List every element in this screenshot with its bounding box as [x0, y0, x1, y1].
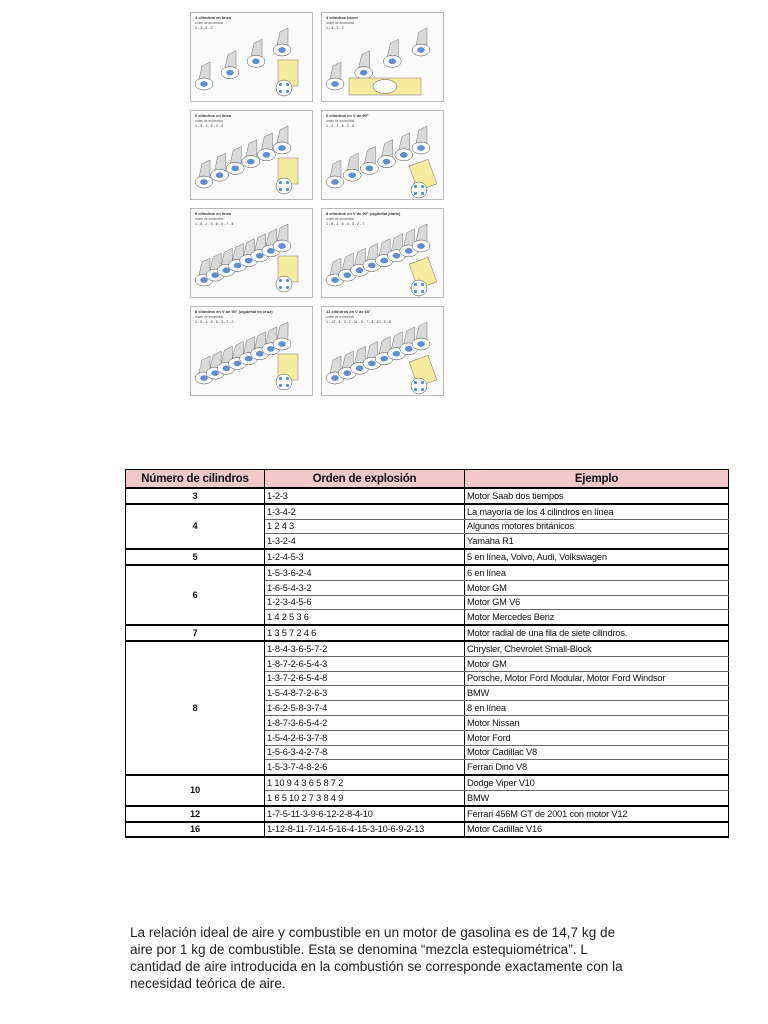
- engine-diagram-panel: [191, 209, 313, 298]
- firing-order-cell: 1-7-5-11-3-9-6-12-2-8-4-10: [265, 806, 465, 822]
- example-cell: BMW: [465, 686, 729, 701]
- table-row: [126, 806, 729, 822]
- piston-shape: [417, 341, 424, 346]
- table-row: [126, 775, 729, 790]
- crank-pin-shape: [414, 381, 417, 384]
- cylinder-count-cell: 10: [126, 775, 265, 806]
- example-cell: BMW: [465, 790, 729, 805]
- piston-shape: [278, 243, 285, 248]
- header-example: Ejemplo: [465, 470, 729, 489]
- example-cell: Motor Mercedes Benz: [465, 610, 729, 625]
- piston-shape: [368, 361, 375, 366]
- piston-shape: [381, 356, 388, 361]
- example-cell: Motor Saab dos tiempos: [465, 488, 729, 504]
- crank-pin-shape: [414, 283, 417, 286]
- firing-order-cell: 1-2-3-4-5-6: [265, 595, 465, 610]
- crank-pin-shape: [286, 181, 289, 184]
- example-cell: Motor Ford: [465, 730, 729, 745]
- firing-order-cell: 1 2 4 3: [265, 519, 465, 534]
- cylinder-count-cell: 4: [126, 504, 265, 549]
- cylinder-count-cell: 5: [126, 549, 265, 565]
- crank-pin-shape: [414, 192, 417, 195]
- crank-pin-shape: [279, 181, 282, 184]
- crank-pin-shape: [421, 185, 424, 188]
- engine-diagram-panel: [322, 111, 444, 200]
- crank-circle-shape: [276, 80, 292, 96]
- firing-order-figure: [190, 12, 444, 397]
- panel-title: 4 cilindros en línea: [195, 15, 232, 20]
- firing-order-diagram-grid: [190, 12, 444, 397]
- panel-firing-order: 1 - 3 - 4 - 2: [195, 26, 213, 30]
- firing-order-cell: 1-3-2-4: [265, 534, 465, 549]
- example-cell: Motor GM: [465, 656, 729, 671]
- crank-pin-shape: [421, 283, 424, 286]
- crank-pin-shape: [279, 83, 282, 86]
- cylinder-count-cell: 8: [126, 641, 265, 775]
- piston-shape: [245, 356, 252, 361]
- piston-shape: [278, 145, 285, 150]
- crank-pin-shape: [279, 384, 282, 387]
- panel-firing-order: 1 - 4 - 3 - 6 - 2 - 5: [326, 124, 354, 128]
- firing-order-cell: 1-6-2-5-8-3-7-4: [265, 701, 465, 716]
- piston-shape: [383, 159, 390, 164]
- firing-order-cell: 1 3 5 7 2 4 6: [265, 625, 465, 641]
- firing-order-cell: 1-8-4-3-6-5-7-2: [265, 641, 465, 656]
- cylinder-count-cell: 12: [126, 806, 265, 822]
- crank-pin-shape: [279, 90, 282, 93]
- piston-shape: [349, 173, 356, 178]
- crank-pin-shape: [421, 381, 424, 384]
- cylinder-count-cell: 7: [126, 625, 265, 641]
- crank-pin-shape: [286, 286, 289, 289]
- panel-subtitle: orden de encendido: [195, 119, 224, 123]
- example-cell: 6 en línea: [465, 565, 729, 580]
- piston-shape: [200, 81, 207, 86]
- piston-shape: [393, 351, 400, 356]
- firing-order-cell: 1-5-3-6-2-4: [265, 565, 465, 580]
- piston-shape: [331, 179, 338, 184]
- piston-shape: [360, 70, 367, 75]
- panel-firing-order: 1 - 6 - 2 - 5 - 8 - 3 - 7 - 4: [195, 222, 234, 226]
- piston-shape: [223, 366, 230, 371]
- firing-order-cell: 1-2-3: [265, 488, 465, 504]
- example-cell: Dodge Viper V10: [465, 775, 729, 790]
- firing-order-cell: 1-2-4-5-3: [265, 549, 465, 565]
- example-cell: Motor Cadillac V16: [465, 822, 729, 838]
- panel-firing-order: 1 - 4 - 3 - 2: [326, 26, 344, 30]
- panel-title: 6 cilindros en línea: [195, 113, 232, 118]
- piston-shape: [405, 346, 412, 351]
- crank-circle-shape: [373, 80, 397, 94]
- piston-shape: [234, 361, 241, 366]
- crank-pin-shape: [286, 90, 289, 93]
- crank-pin-shape: [286, 279, 289, 282]
- panel-subtitle: orden de encendido: [195, 217, 224, 221]
- table-row: [126, 822, 729, 838]
- firing-order-table: [125, 469, 729, 838]
- crank-pin-shape: [414, 185, 417, 188]
- piston-shape: [212, 371, 219, 376]
- piston-shape: [247, 159, 254, 164]
- panel-title: 8 cilindros en línea: [195, 211, 232, 216]
- piston-shape: [200, 179, 207, 184]
- example-cell: Porsche, Motor Ford Modular, Motor Ford Windsor: [465, 671, 729, 686]
- panel-subtitle: orden de encendido: [195, 21, 224, 25]
- firing-order-cell: 1-8-7-2-6-5-4-3: [265, 656, 465, 671]
- table-row: [126, 625, 729, 641]
- piston-shape: [278, 47, 285, 52]
- crank-circle-shape: [411, 182, 427, 198]
- piston-shape: [232, 166, 239, 171]
- piston-shape: [381, 258, 388, 263]
- piston-shape: [245, 258, 252, 263]
- piston-shape: [405, 248, 412, 253]
- panel-subtitle: orden de encendido: [195, 315, 224, 319]
- piston-shape: [368, 263, 375, 268]
- firing-order-cell: 1 6 5 10 2 7 3 8 4 9: [265, 790, 465, 805]
- example-cell: Motor radial de una fila de siete cilindros.: [465, 625, 729, 641]
- piston-shape: [267, 346, 274, 351]
- example-cell: Motor Cadillac V8: [465, 745, 729, 760]
- table-row: [126, 549, 729, 565]
- panel-title: 12 cilindros en V de 60°: [326, 309, 371, 314]
- engine-diagram-panel: [191, 307, 313, 396]
- crank-pin-shape: [414, 388, 417, 391]
- crank-pin-shape: [286, 188, 289, 191]
- firing-order-cell: 1-3-4-2: [265, 504, 465, 519]
- piston-shape: [278, 341, 285, 346]
- header-firing-order: Orden de explosión: [265, 470, 465, 489]
- piston-shape: [212, 273, 219, 278]
- example-cell: 5 en línea, Volvo, Audi, Volkswagen: [465, 549, 729, 565]
- piston-shape: [263, 152, 270, 157]
- crank-circle-shape: [276, 374, 292, 390]
- piston-shape: [417, 243, 424, 248]
- panel-firing-order: 1 - 5 - 4 - 8 - 6 - 3 - 7 - 2: [195, 320, 234, 324]
- engine-diagram-panel: [322, 307, 444, 396]
- firing-order-cell: 1 10 9 4 3 6 5 8 7 2: [265, 775, 465, 790]
- crank-pin-shape: [279, 286, 282, 289]
- engine-diagram-panel: [322, 209, 444, 298]
- crank-circle-shape: [276, 178, 292, 194]
- piston-shape: [256, 253, 263, 258]
- panel-firing-order: 1 - 12 - 4 - 9 - 2 - 11 - 6 - 7 - 3 - 10 - 5 - 8: [326, 320, 391, 324]
- panel-title: 8 cilindros en V de 90° (cigüeñal en cruz): [195, 309, 273, 314]
- piston-shape: [252, 59, 259, 64]
- piston-shape: [267, 248, 274, 253]
- cylinder-count-cell: 16: [126, 822, 265, 838]
- crank-pin-shape: [279, 279, 282, 282]
- piston-shape: [344, 371, 351, 376]
- engine-diagram-panel: [191, 13, 313, 102]
- crank-pin-shape: [421, 388, 424, 391]
- firing-order-cell: 1 4 2 5 3 6: [265, 610, 465, 625]
- piston-shape: [331, 81, 338, 86]
- piston-shape: [200, 277, 207, 282]
- panel-subtitle: orden de encendido: [326, 21, 355, 25]
- panel-firing-order: 1 - 8 - 3 - 6 - 4 - 5 - 2 - 7: [326, 222, 365, 226]
- piston-shape: [234, 263, 241, 268]
- crank-pin-shape: [421, 290, 424, 293]
- panel-title: 6 cilindros en V de 90°: [326, 113, 369, 118]
- piston-shape: [223, 268, 230, 273]
- firing-order-table-container: [125, 469, 728, 838]
- body-paragraph: La relación ideal de aire y combustible en un motor de gasolina es de 14,7 kg de aire por 1 kg de combustible. Esta se denomina “mezcla estequiométrica”. L cantidad de aire introducida en la combustión se corresponde exactamente con la necesidad teórica de aire.: [130, 924, 623, 991]
- piston-shape: [331, 277, 338, 282]
- header-cylinders: Número de cilindros: [126, 470, 265, 489]
- piston-shape: [400, 152, 407, 157]
- engine-diagram-panel: [191, 111, 313, 200]
- example-cell: Ferrari Dino V8: [465, 760, 729, 775]
- firing-order-cell: 1-3-7-2-6-5-4-8: [265, 671, 465, 686]
- crank-pin-shape: [286, 377, 289, 380]
- piston-shape: [393, 253, 400, 258]
- table-row: [126, 504, 729, 519]
- piston-shape: [356, 366, 363, 371]
- panel-firing-order: 1 - 5 - 3 - 6 - 2 - 4: [195, 124, 223, 128]
- firing-order-cell: 1-12-8-11-7-14-5-16-4-15-3-10-6-9-2-13: [265, 822, 465, 838]
- firing-order-cell: 1-8-7-3-6-5-4-2: [265, 715, 465, 730]
- firing-order-cell: 1-6-5-4-3-2: [265, 580, 465, 595]
- crank-circle-shape: [411, 280, 427, 296]
- panel-title: 8 cilindros en V de 90° (cigüeñal plano): [326, 211, 401, 216]
- crank-pin-shape: [286, 384, 289, 387]
- cylinder-count-cell: 6: [126, 565, 265, 625]
- panel-title: 4 cilindros bóxer: [326, 15, 359, 20]
- panel-subtitle: orden de encendido: [326, 217, 355, 221]
- panel-subtitle: orden de encendido: [326, 315, 355, 319]
- table-body: [126, 488, 729, 837]
- piston-shape: [344, 273, 351, 278]
- example-cell: Yamaha R1: [465, 534, 729, 549]
- piston-shape: [226, 70, 233, 75]
- panel-subtitle: orden de encendido: [326, 119, 355, 123]
- piston-shape: [331, 375, 338, 380]
- example-cell: Ferrari 456M GT de 2001 con motor V12: [465, 806, 729, 822]
- piston-shape: [356, 268, 363, 273]
- crank-pin-shape: [286, 83, 289, 86]
- crank-pin-shape: [414, 290, 417, 293]
- example-cell: Motor GM: [465, 580, 729, 595]
- crank-pin-shape: [279, 188, 282, 191]
- example-cell: Motor Nissan: [465, 715, 729, 730]
- table-row: [126, 641, 729, 656]
- crank-circle-shape: [276, 276, 292, 292]
- example-cell: Chrysler, Chevrolet Small-Block: [465, 641, 729, 656]
- firing-order-cell: 1-5-4-2-6-3-7-8: [265, 730, 465, 745]
- example-cell: La mayoría de los 4 cilindros en línea: [465, 504, 729, 519]
- piston-shape: [366, 166, 373, 171]
- piston-shape: [256, 351, 263, 356]
- firing-order-cell: 1-5-6-3-4-2-7-8: [265, 745, 465, 760]
- firing-order-cell: 1-5-3-7-4-8-2-6: [265, 760, 465, 775]
- piston-shape: [417, 145, 424, 150]
- firing-order-cell: 1-5-4-8-7-2-6-3: [265, 686, 465, 701]
- piston-shape: [417, 47, 424, 52]
- cylinder-count-cell: 3: [126, 488, 265, 504]
- example-cell: Motor GM V6: [465, 595, 729, 610]
- table-row: [126, 488, 729, 504]
- example-cell: Algunos motores británicos: [465, 519, 729, 534]
- table-header-row: [126, 470, 729, 489]
- piston-shape: [216, 173, 223, 178]
- crank-pin-shape: [279, 377, 282, 380]
- piston-shape: [389, 59, 396, 64]
- example-cell: 8 en línea: [465, 701, 729, 716]
- crank-pin-shape: [421, 192, 424, 195]
- crank-circle-shape: [411, 378, 427, 394]
- engine-diagram-panel: [322, 13, 444, 102]
- piston-shape: [200, 375, 207, 380]
- table-row: [126, 565, 729, 580]
